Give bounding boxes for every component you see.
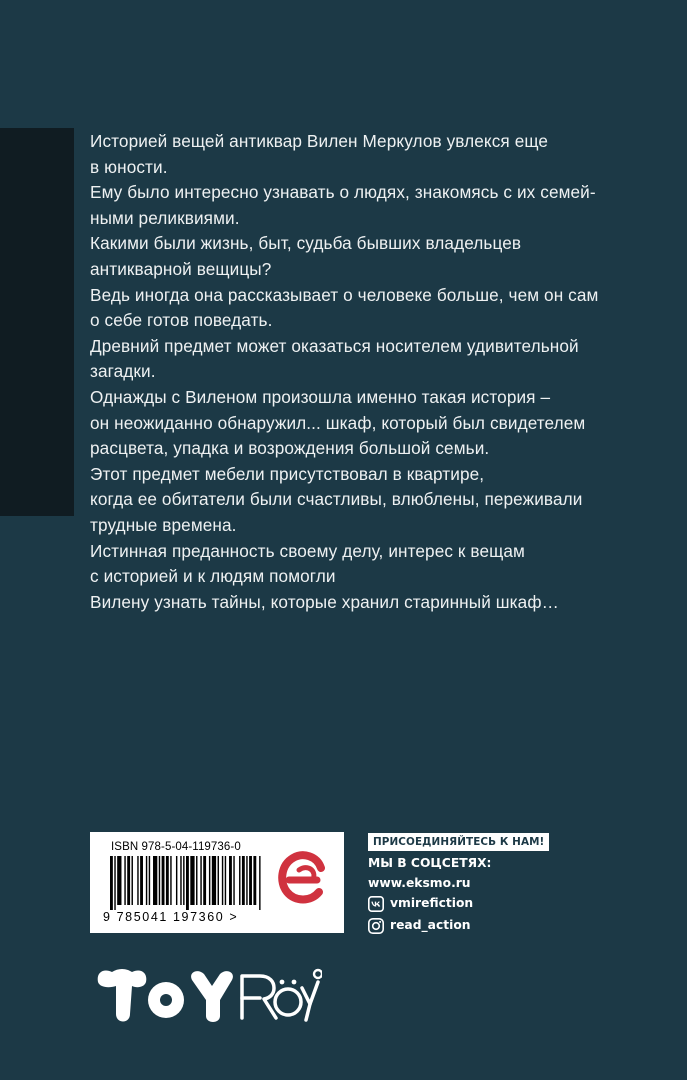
barcode-bar — [124, 856, 125, 905]
barcode-bar — [239, 856, 240, 905]
blurb-line: Какими были жизнь, быт, судьба бывших владельцев — [90, 233, 522, 254]
barcode-bar — [233, 856, 234, 905]
barcode-bar — [166, 856, 169, 905]
barcode-bar — [190, 856, 194, 905]
blurb-line: расцвета, упадка и возрождения большой семьи. — [90, 438, 490, 459]
blurb-line: Ему было интересно узнавать о людях, знакомясь с их семей- — [90, 182, 596, 203]
barcode-bar — [200, 856, 201, 905]
instagram-link[interactable]: read_action — [390, 918, 471, 932]
barcode-bar — [253, 856, 256, 905]
barcode-bar — [249, 856, 252, 905]
blurb-line: он неожиданно обнаружил... шкаф, который был свидетелем — [90, 412, 586, 433]
spine-bar — [0, 128, 74, 516]
blurb-text — [90, 129, 660, 615]
barcode-bar — [183, 856, 184, 905]
barcode-bar — [117, 856, 121, 905]
barcode-bar — [110, 856, 113, 910]
barcode-bar — [159, 856, 160, 905]
networks-label: МЫ В СОЦСЕТЯХ: — [368, 856, 492, 870]
blurb-line: антикварной вещицы? — [90, 258, 272, 279]
blurb-line: Истинная преданность своему делу, интерес к вещам — [90, 540, 525, 561]
blurb-line: трудные времена. — [90, 514, 237, 535]
barcode-bar — [127, 856, 130, 905]
barcode-bar — [212, 856, 216, 905]
barcode-bar — [153, 856, 157, 905]
barcode-bar — [137, 856, 138, 905]
barcode-bar — [162, 856, 165, 905]
social-block — [368, 830, 549, 932]
blurb-line: когда ее обитатели были счастливы, влюблены, переживали — [90, 489, 583, 510]
barcode-bar — [242, 856, 245, 905]
barcode-bar — [222, 856, 223, 905]
blurb-line: о себе готов поведать. — [90, 310, 273, 331]
blurb-line: Этот предмет мебели присутствовал в квартире, — [90, 463, 485, 484]
isbn-label: ISBN 978-5-04-119736-0 — [111, 841, 241, 853]
blurb-line: в юности. — [90, 156, 168, 177]
blurb-line: Ведь иногда она рассказывает о человеке больше, чем он сам — [90, 284, 599, 305]
barcode-bar — [149, 856, 150, 905]
barcode-bar — [140, 856, 143, 905]
instagram-icon — [368, 918, 384, 934]
join-badge: ПРИСОЕДИНЯЙТЕСЬ К НАМ! — [368, 833, 549, 851]
barcode-bar — [180, 856, 181, 905]
barcode-bar — [186, 856, 189, 910]
site-link[interactable]: www.eksmo.ru — [368, 876, 471, 890]
barcode-bar — [170, 856, 171, 905]
blurb-line: загадки. — [90, 361, 156, 382]
barcode-bar — [132, 856, 133, 905]
vk-icon — [368, 896, 384, 912]
blurb-line: Историей вещей антиквар Вилен Меркулов увлекся еще — [90, 131, 549, 151]
barcode-bars — [110, 856, 262, 910]
blurb-line: Вилену узнать тайны, которые хранил старинный шкаф… — [90, 591, 559, 612]
barcode-bar — [259, 856, 260, 910]
barcode-digits: 9 785041 197360 > — [103, 910, 239, 924]
barcode-bar — [176, 856, 177, 905]
barcode-bar — [203, 856, 206, 905]
blurb-line: с историей и к людям помогли — [90, 566, 336, 587]
barcode-bar — [114, 856, 115, 910]
vk-link[interactable]: vmirefiction — [390, 896, 474, 910]
barcode-bar — [246, 856, 247, 905]
barcode-bar — [218, 856, 219, 905]
blurb-line: Древний предмет может оказаться носителем удивительной — [90, 335, 579, 356]
barcode-bar — [146, 856, 147, 905]
eksmo-logo — [273, 846, 329, 918]
blurb-line: ными реликвиями. — [90, 207, 240, 228]
toyroy-logo — [92, 958, 322, 1032]
barcode-bar — [229, 856, 232, 905]
barcode-box — [90, 832, 344, 933]
barcode-bar — [196, 856, 197, 905]
barcode-bar — [225, 856, 226, 905]
barcode-bar — [209, 856, 210, 905]
blurb-line: Однажды с Виленом произошла именно такая история – — [90, 386, 551, 407]
